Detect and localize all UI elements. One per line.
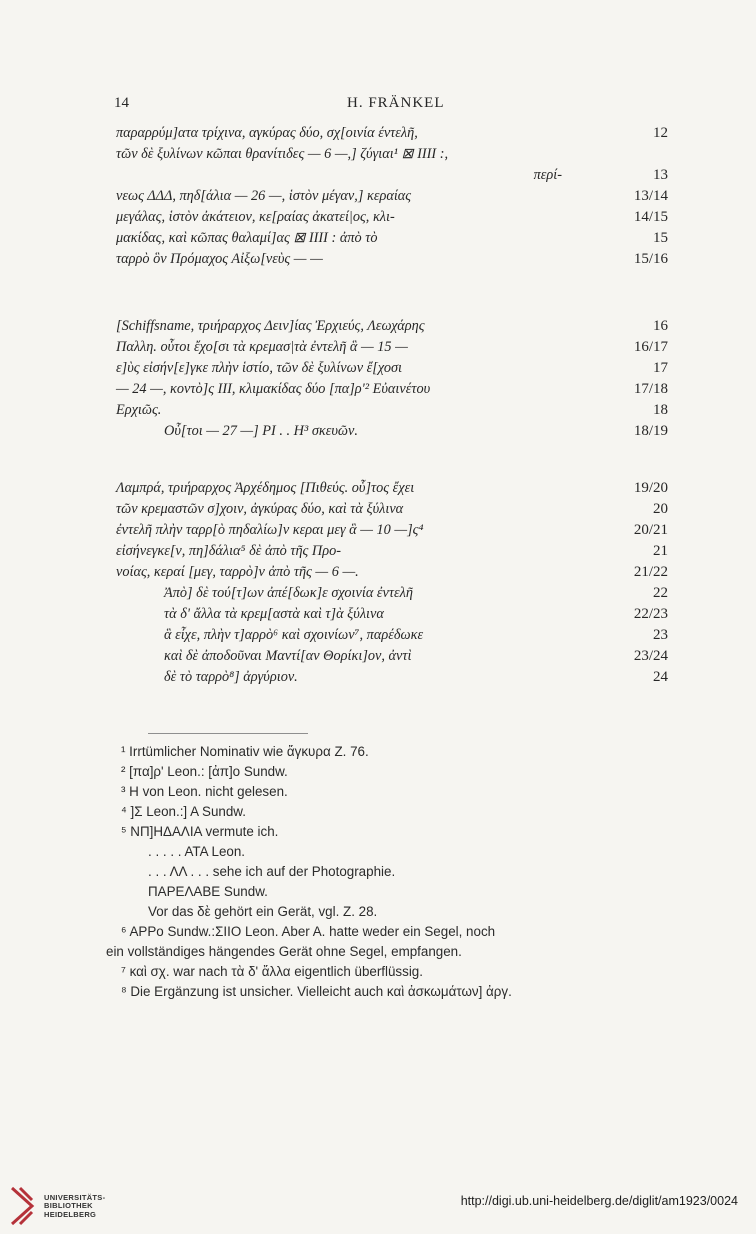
footnote: . . . . . ΑΤΑ Leon. — [148, 844, 246, 859]
text-line: Παλλη. οὗτοι ἔχο[σι τὰ κρεμασ|τὰ ἐντελῆ ἃ — 15 — 16/17 — [112, 337, 672, 358]
running-header — [112, 93, 642, 115]
text-line: παραρρύμ]ατα τρίχινα, αγκύρας δύο, σχ[οινία έντελῆ, 12 — [112, 123, 672, 144]
inscription-block-1 — [112, 123, 672, 270]
library-logo-icon — [8, 1186, 36, 1226]
line-number: 15/16 — [633, 251, 668, 267]
line-number: 19/20 — [633, 480, 668, 496]
text-line: Οὗ[τοι — 27 —] ΡΙ . . Η³ σκευῶν. 18/19 — [112, 421, 672, 442]
line-number: 21 — [653, 543, 668, 559]
line-number: 20/21 — [633, 522, 668, 538]
line-number: 23 — [653, 627, 668, 643]
line-number: 23/24 — [633, 648, 668, 664]
inscription-block-2 — [112, 316, 672, 442]
running-title: H. FRÄNKEL — [347, 95, 445, 111]
line-number: 20 — [653, 501, 668, 517]
footnote: ⁶ ΑΡΡο Sundw.:ΣΙΙΟ Leon. Aber A. hatte weder ein Segel, noch — [121, 924, 496, 939]
text-line: τὰ δ' ἄλλα τὰ κρεμ[αστὰ καὶ τ]ὰ ξύλινα 22/23 — [112, 604, 672, 625]
footnote: ² [πα]ρ' Leon.: [ἀπ]ο Sundw. — [121, 764, 288, 779]
footnote: ⁵ ΝΠ]ΗΔΑΛΙΑ vermute ich. — [121, 824, 279, 839]
text-line: ἐντελῆ πλὴν ταρρ[ὸ πηδαλίω]ν κεραι μεγ ἃ — 10 —]ς⁴ 20/21 — [112, 520, 672, 541]
line-number: 13/14 — [633, 188, 668, 204]
footnote: Vor das δὲ gehört ein Gerät, vgl. Z. 28. — [148, 904, 378, 919]
footnote-separator — [148, 733, 308, 734]
source-url-link[interactable]: http://digi.ub.uni-heidelberg.de/diglit/am1923/0024 — [460, 1194, 738, 1208]
line-number: 17 — [653, 360, 668, 376]
text-line: καὶ δὲ ἀποδοῦναι Μαντί[αν Θορίκι]ον, ἀντὶ 23/24 — [112, 646, 672, 667]
line-number: 24 — [653, 669, 668, 685]
footnote: ⁸ Die Ergänzung ist unsicher. Vielleicht auch καὶ ἀσκωμάτων] ἀργ. — [121, 984, 512, 999]
text-line: ε]ὺς εἰσήν[ε]γκε πλὴν ἱστίο, τῶν δὲ ξυλίνων ἔ[χοσι 17 — [112, 358, 672, 379]
line-number: 17/18 — [633, 381, 668, 397]
line-number: 22/23 — [633, 606, 668, 622]
footnote: . . . ΛΛ . . . sehe ich auf der Photographie. — [148, 864, 396, 879]
text-line: νοίας, κεραί [μεγ, ταρρὸ]ν ἀπὸ τῆς — 6 —. 21/22 — [112, 562, 672, 583]
text-line: τῶν δὲ ξυλίνων κῶπαι θρανίτιδες — 6 —,] ζύγιαι¹ ⊠ IIII :, — [116, 146, 449, 162]
text-line: εἰσήνεγκε[ν, πη]δάλια⁵ δὲ ἀπὸ τῆς Προ- 21 — [112, 541, 672, 562]
line-number: 18/19 — [633, 423, 668, 439]
library-name: UNIVERSITÄTS- BIBLIOTHEK HEIDELBERG — [44, 1193, 106, 1219]
line-number: 12 — [653, 125, 668, 141]
text-line: [Schiffsname, τριήραρχος Δειν]ίας Ἐρχιεύς, Λεωχάρης 16 — [112, 316, 672, 337]
footnote: ³ H von Leon. nicht gelesen. — [121, 784, 288, 799]
line-number: 16 — [653, 318, 668, 334]
text-line: νεως ΔΔΔ, πηδ[άλια — 26 —, ἱστὸν μέγαν,] κεραίας 13/14 — [112, 186, 672, 207]
line-number: 14/15 — [633, 209, 668, 225]
line-number: 13 — [653, 167, 668, 183]
line-number: 21/22 — [633, 564, 668, 580]
text-line: μακίδας, καὶ κῶπας θαλαμί]ας ⊠ IIII : ἀπὸ τὸ 15 — [112, 228, 672, 249]
footnote: ein vollständiges hängendes Gerät ohne Segel, empfangen. — [106, 944, 462, 959]
text-line: Λαμπρά, τριήραρχος Ἀρχέδημος [Πιθεύς. οὗ]τος ἔχει 19/20 — [112, 478, 672, 499]
inscription-block-3 — [112, 478, 672, 688]
line-number: 16/17 — [633, 339, 668, 355]
text-line: ταρρὸ ὃν Πρόμαχος Αἰξω[νεὺς — — 15/16 — [112, 249, 672, 270]
footnote: ⁴ ]Σ Leon.:] A Sundw. — [121, 804, 246, 819]
footnotes — [106, 742, 672, 1002]
text-line: δὲ τὸ ταρρὸ⁸] ἀργύριον. 24 — [112, 667, 672, 688]
line-number: 22 — [653, 585, 668, 601]
line-number: 15 — [653, 230, 668, 246]
text-line: ἃ εἶχε, πλὴν τ]αρρὸ⁶ καὶ σχοινίων⁷, παρέδωκε 23 — [112, 625, 672, 646]
line-number: 18 — [653, 402, 668, 418]
text-line: μεγάλας, ἱστὸν ἀκάτειον, κε[ραίας ἀκατεί|ος, κλι- 14/15 — [112, 207, 672, 228]
footnote: ¹ Irrtümlicher Nominativ wie ἄγκυρα Z. 76. — [121, 744, 369, 759]
text-line: — 24 —, κοντὸ]ς III, κλιμακίδας δύο [πα]ρ'² Εὐαινέτου 17/18 — [112, 379, 672, 400]
page-number: 14 — [114, 95, 129, 111]
footer-bar — [0, 1180, 756, 1234]
text-line: τῶν κρεμαστῶν σ]χοιν, ἀγκύρας δύο, καὶ τὰ ξύλινα 20 — [112, 499, 672, 520]
text-line: περί- 13 — [112, 165, 672, 186]
footnote: ⁷ καὶ σχ. war nach τὰ δ' ἄλλα eigentlich überflüssig. — [121, 964, 423, 979]
logo-shape — [12, 1188, 32, 1224]
footnote: ΠΑΡΕΛΑΒΕ Sundw. — [148, 884, 268, 899]
text-line: Ερχιῶς. 18 — [112, 400, 672, 421]
text-line: Ἀπὸ] δὲ τού[τ]ων ἀπέ[δωκ]ε σχοινία ἐντελῆ 22 — [112, 583, 672, 604]
